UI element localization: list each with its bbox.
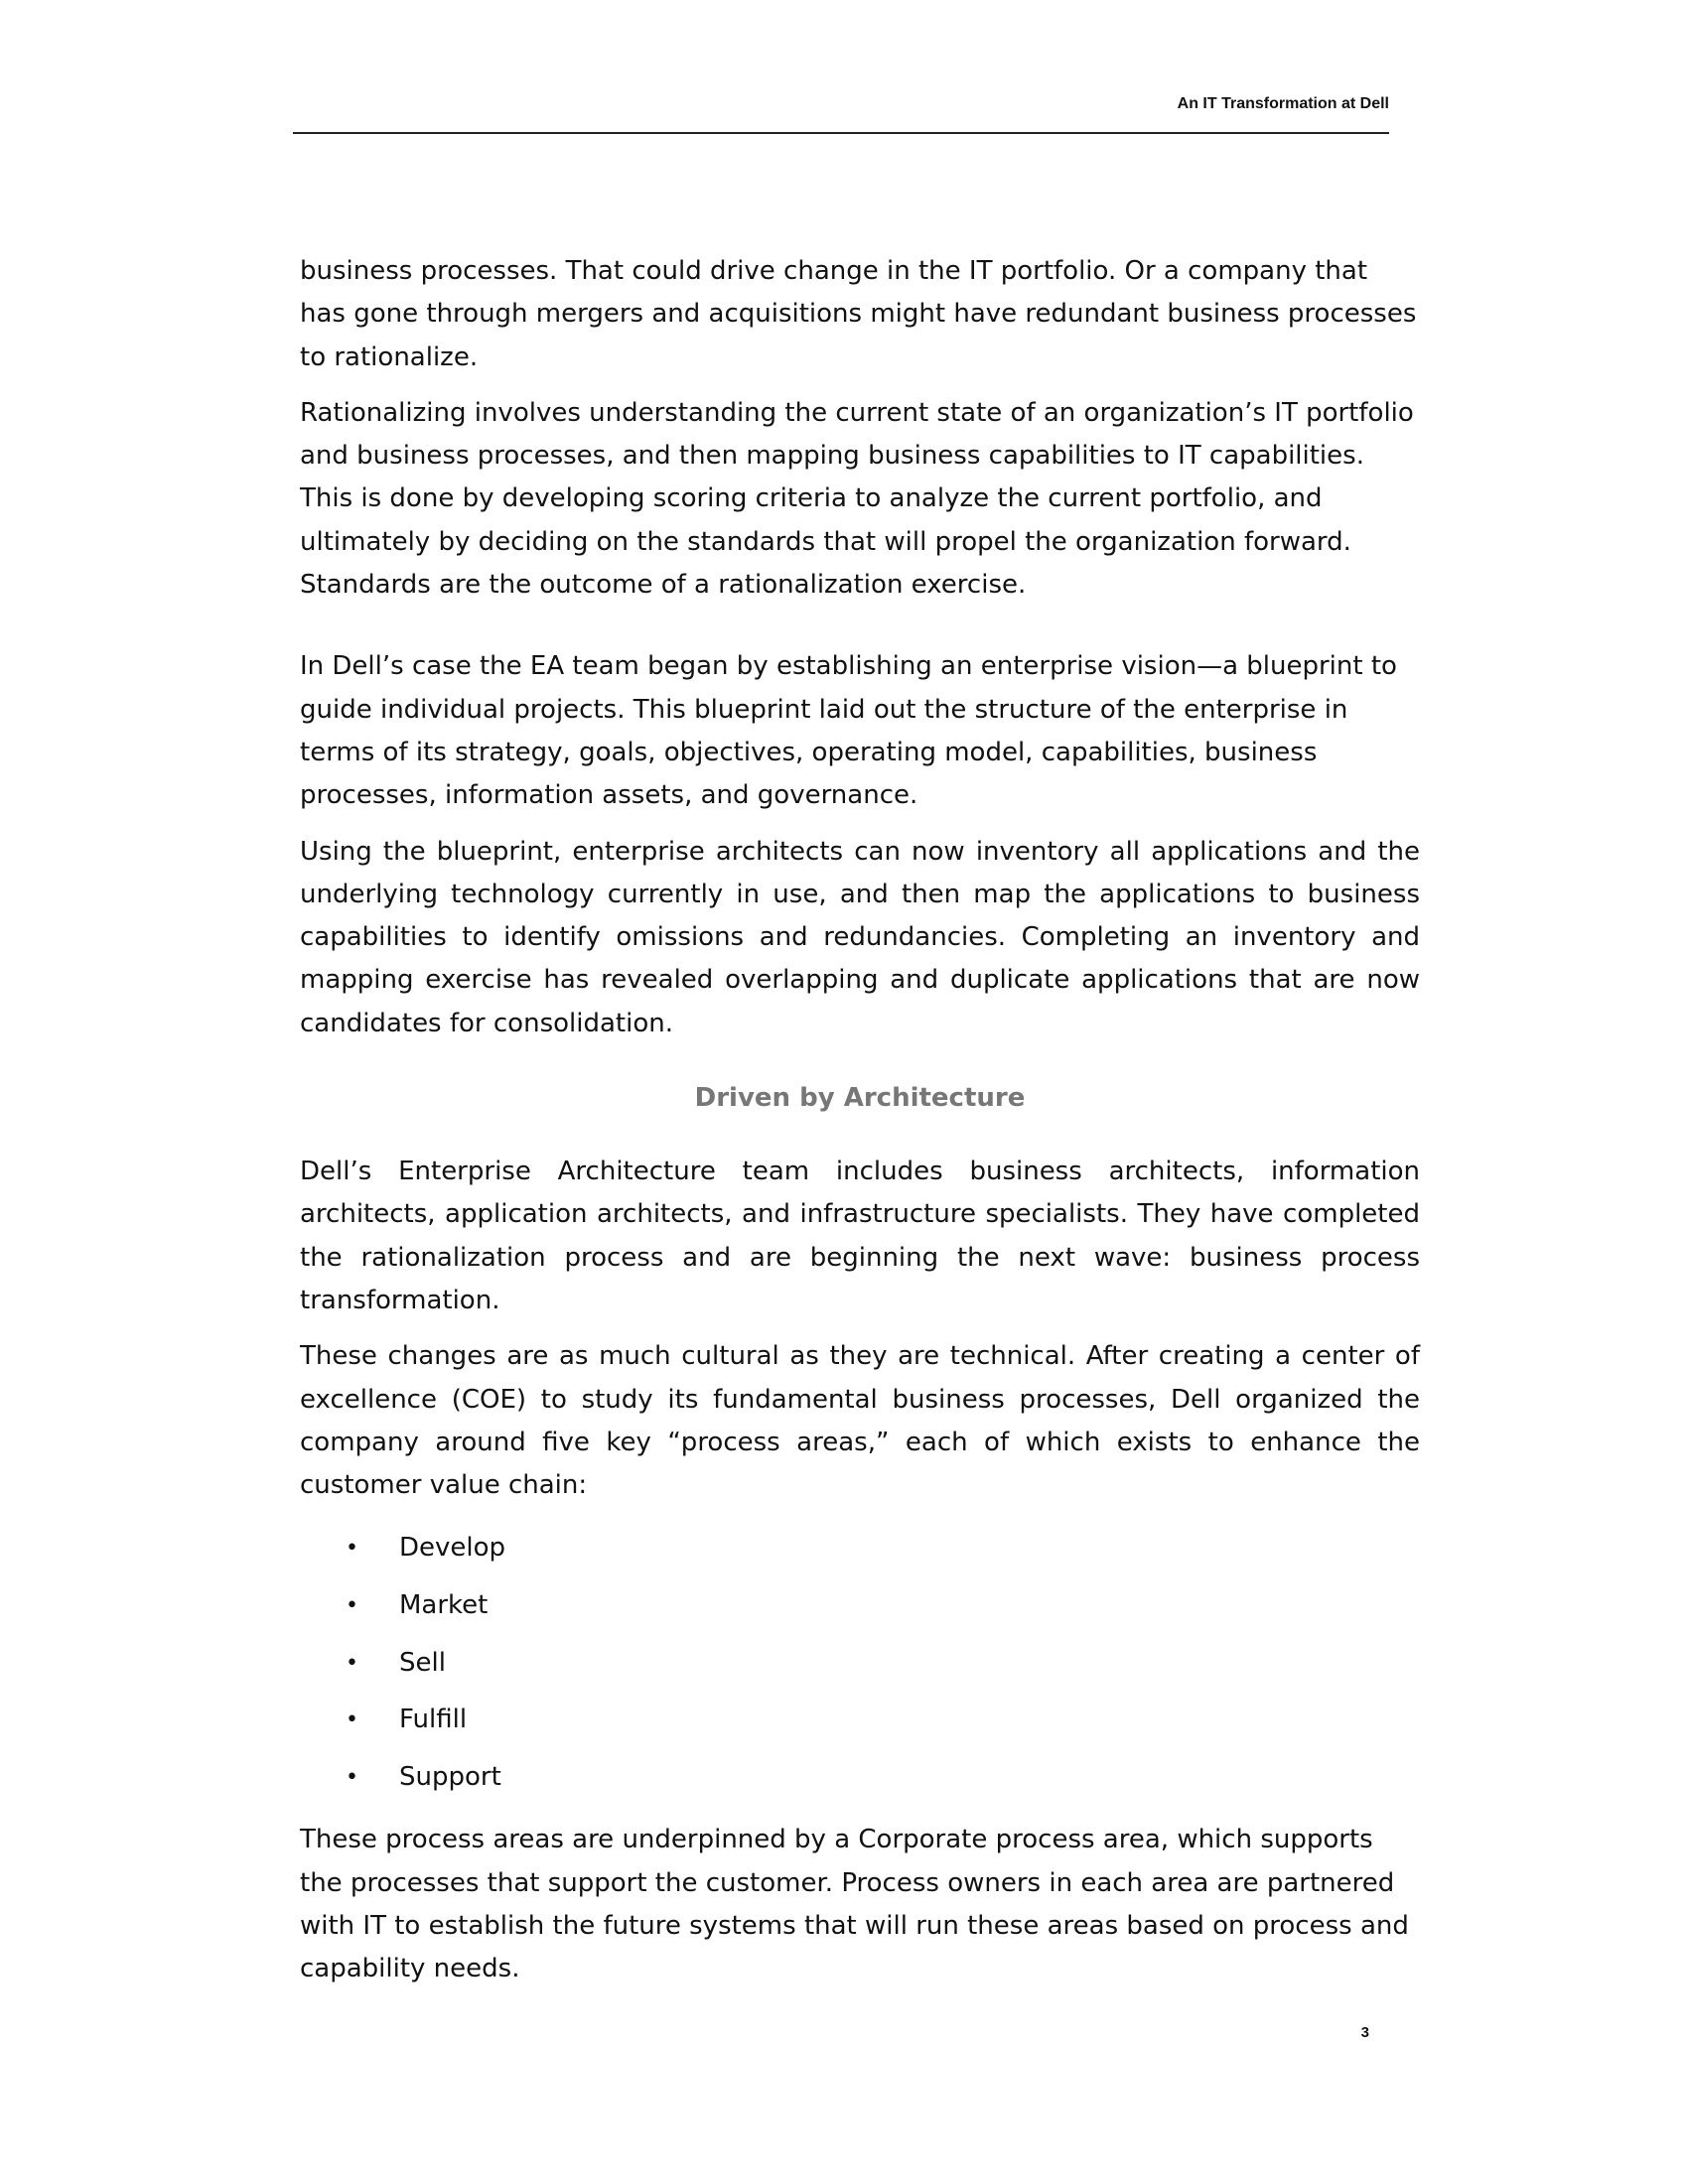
paragraph-corporate-process: These process areas are underpinned by a Corporate process area, which supports the processes that support the customer. Process owners in each area are partnered with IT to establish the future systems that will run these areas based on process and capability needs. (300, 1825, 1409, 1984)
paragraph-dell-case: In Dell’s case the EA team began by establishing an enterprise vision—a blueprint to guide individual projects. This blueprint laid out the structure of the enterprise in terms of its strategy, goals, objectives, operating model, capabilities, business processes, information assets, and governance. (300, 651, 1397, 811)
list-item-label: Fulfill (399, 1705, 468, 1735)
bullet-icon: • (346, 1764, 358, 1790)
paragraph-blueprint: Using the blueprint, enterprise architects can now inventory all applications and the underlying technology currently in use, and then map the applications to business capabilities to identify omissions and redundancies. Completing an inventory and mapping exercise has revealed overlapping and duplicate applications that are now candidates for consolidation. (300, 836, 1420, 1038)
list-item (346, 1635, 1420, 1693)
list-item-label: Support (399, 1761, 501, 1792)
list-item (346, 1577, 1420, 1635)
list-item (346, 1520, 1420, 1577)
header-divider (293, 132, 1389, 134)
list-item (346, 1692, 1420, 1749)
bullet-icon: • (346, 1536, 358, 1562)
list-item (346, 1749, 1420, 1807)
document-body (300, 250, 1420, 1991)
page-number: 3 (1360, 2024, 1369, 2041)
section-heading: Driven by Architecture (694, 1083, 1026, 1114)
list-item-label: Develop (399, 1533, 506, 1564)
paragraph-cultural-changes: These changes are as much cultural as they are technical. After creating a center of excellence (COE) to study its fundamental business processes, Dell organized the company around five key “process areas,” each of which exists to enhance the customer value chain: (300, 1341, 1420, 1501)
process-area-list (300, 1520, 1420, 1806)
paragraph-ea-team: Dell’s Enterprise Architecture team includes business architects, information architects, application architects, and infrastructure specialists. They have completed the rationalization process and are beginning the next wave: business process transformation. (300, 1157, 1420, 1315)
list-item-label: Sell (399, 1647, 446, 1678)
bullet-icon: • (346, 1650, 358, 1676)
bullet-icon: • (346, 1593, 358, 1619)
paragraph-continuation: business processes. That could drive change in the IT portfolio. Or a company that has gone through mergers and acquisitions might have redundant business processes to rationalize. (300, 256, 1417, 372)
paragraph-rationalizing: Rationalizing involves understanding the current state of an organization’s IT portfolio and business processes, and then mapping business capabilities to IT capabilities. This is done by developing scoring criteria to analyze the current portfolio, and ultimately by deciding on the standards that will propel the organization forward. Standards are the outcome of a rationalization exercise. (300, 397, 1414, 601)
bullet-icon: • (346, 1707, 358, 1733)
running-header-title: An IT Transformation at Dell (1177, 95, 1389, 112)
list-item-label: Market (399, 1590, 489, 1621)
